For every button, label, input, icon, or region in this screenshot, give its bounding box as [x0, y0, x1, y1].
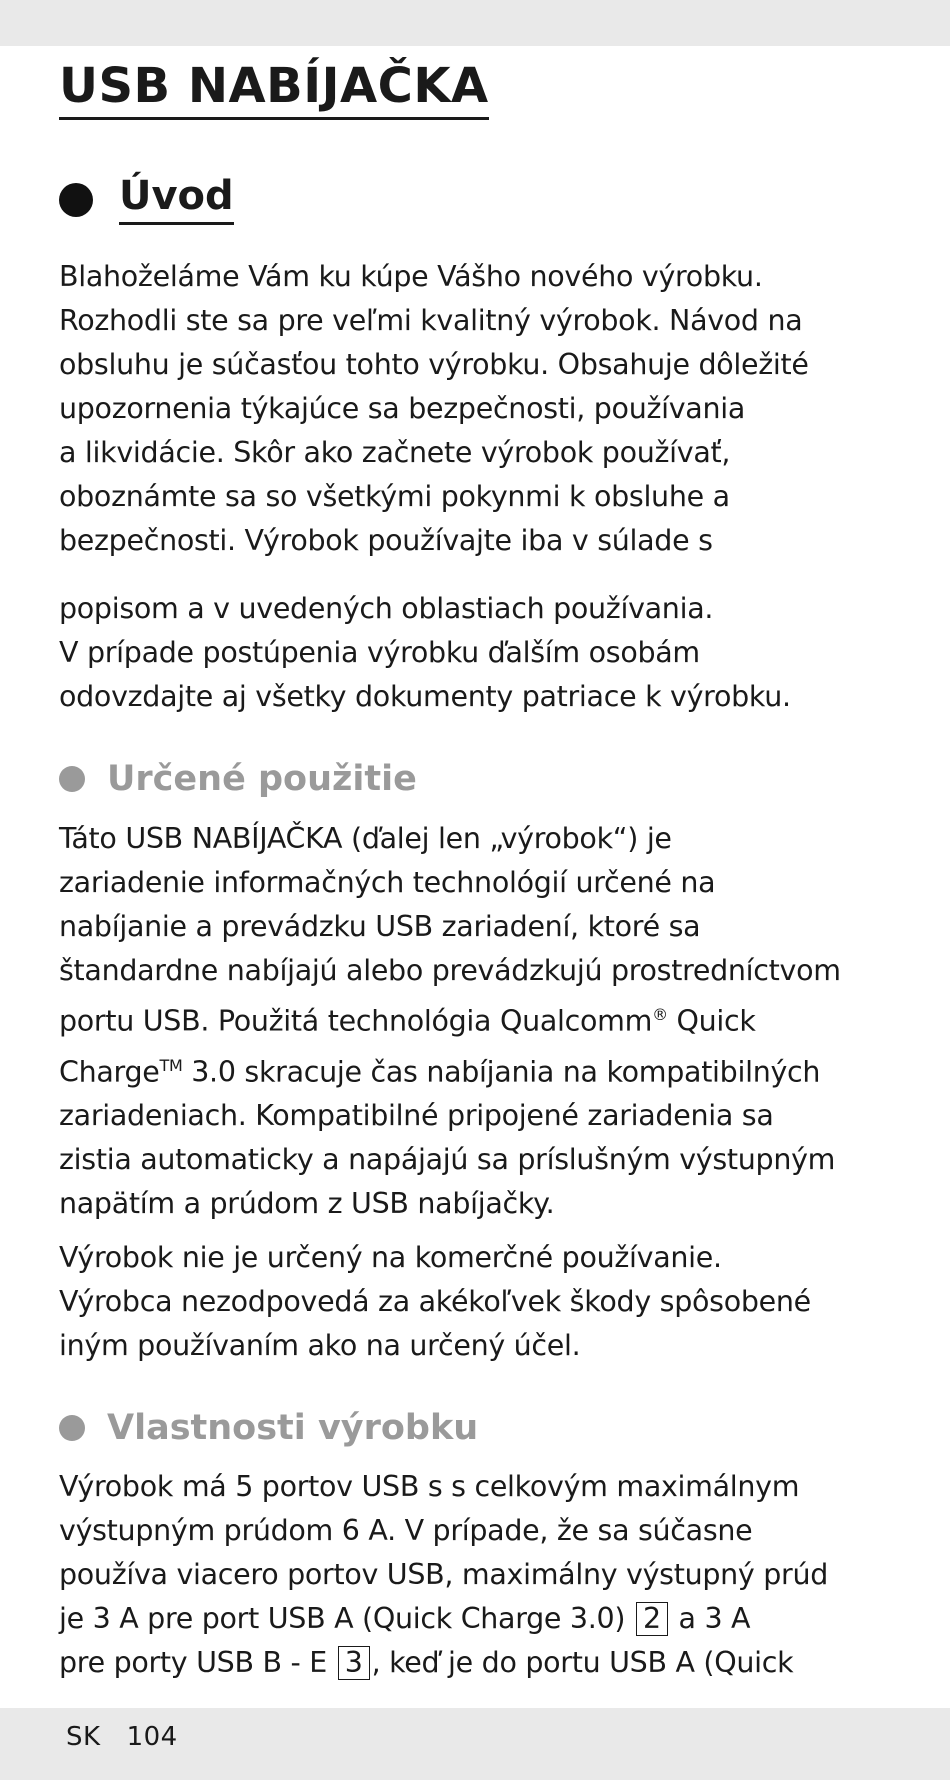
- intended-use-paragraph-2: Výrobok nie je určený na komerčné používanie. Výrobca nezodpovedá za akékoľvek škody spôsobené iným používaním ako na určený účel.: [59, 1241, 811, 1362]
- qualcomm-line: portu USB. Použitá technológia Qualcomm® Quick: [59, 1004, 756, 1038]
- footer-page-number: 104: [126, 1722, 178, 1752]
- section-heading-features: [59, 1409, 478, 1448]
- port-a-line: je 3 A pre port USB A (Quick Charge 3.0) 2 a 3 A: [59, 1602, 751, 1635]
- registered-mark: ®: [652, 1005, 668, 1024]
- top-margin-band: [0, 0, 950, 46]
- section-heading-text: Určené použitie: [107, 759, 417, 799]
- quick-charge-line: Charge™ 3.0 skracuje čas nabíjania na kompatibilných: [59, 1055, 821, 1088]
- section-heading-intended-use: [59, 760, 417, 799]
- intended-use-paragraph-1: Táto USB NABÍJAČKA (ďalej len „výrobok“) je zariadenie informačných technológií určené na nabíjanie a prevádzku USB zariadení, ktoré sa štandardne nabíjajú alebo prevádzkujú prostredníctvom portu USB. Použitá technológia Qualcomm® Quick Charge™ 3.0 skracuje čas nabíjania na kompatibilných zariadeniach. Kompatibilné pripojené zariadenia sa zistia automaticky a napájajú sa príslušným výstupným napätím a prúdom z USB nabíjačky.: [59, 817, 919, 1226]
- document-title: USB NABÍJAČKA: [59, 60, 489, 120]
- section-heading-text: Úvod: [119, 174, 234, 225]
- intro-paragraph-1: Blahoželáme Vám ku kúpe Vášho nového výrobku. Rozhodli ste sa pre veľmi kvalitný výrobok. Návod na obsluhu je súčasťou tohto výrobku. Obsahuje dôležité upozornenia týkajúce sa bezpečnosti, používania a likvidácie. Skôr ako začnete výrobok používať, oboznámte sa so všetkými pokynmi k obsluhe a bezpečnosti. Výrobok používajte iba v súlade s: [59, 260, 809, 557]
- port-b-e-line: pre porty USB B - E 3 , keď je do portu USB A (Quick: [59, 1646, 794, 1679]
- section-heading-text: Vlastnosti výrobku: [107, 1408, 479, 1448]
- bullet-icon: [59, 1415, 85, 1441]
- trademark-mark: TM: [159, 1055, 183, 1075]
- intro-paragraph-2: popisom a v uvedených oblastiach používania. V prípade postúpenia výrobku ďalším osobám odovzdajte aj všetky dokumenty patriace k výrobku.: [59, 592, 791, 713]
- features-paragraph: Výrobok má 5 portov USB s s celkovým maximálnym výstupným prúdom 6 A. V prípade, že sa súčasne používa viacero portov USB, maximálny výstupný prúd je 3 A pre port USB A (Quick Charge 3.0) 2 a 3 A pre porty USB B - E 3 , keď je do portu USB A (Quick: [59, 1465, 919, 1685]
- reference-box-3: 3: [338, 1646, 370, 1680]
- section-heading-intro: [59, 174, 234, 225]
- reference-box-2: 2: [636, 1602, 668, 1636]
- page-footer: [66, 1722, 204, 1752]
- bullet-icon: [59, 766, 85, 792]
- bullet-icon: [59, 183, 93, 217]
- footer-language-code: SK: [66, 1722, 101, 1752]
